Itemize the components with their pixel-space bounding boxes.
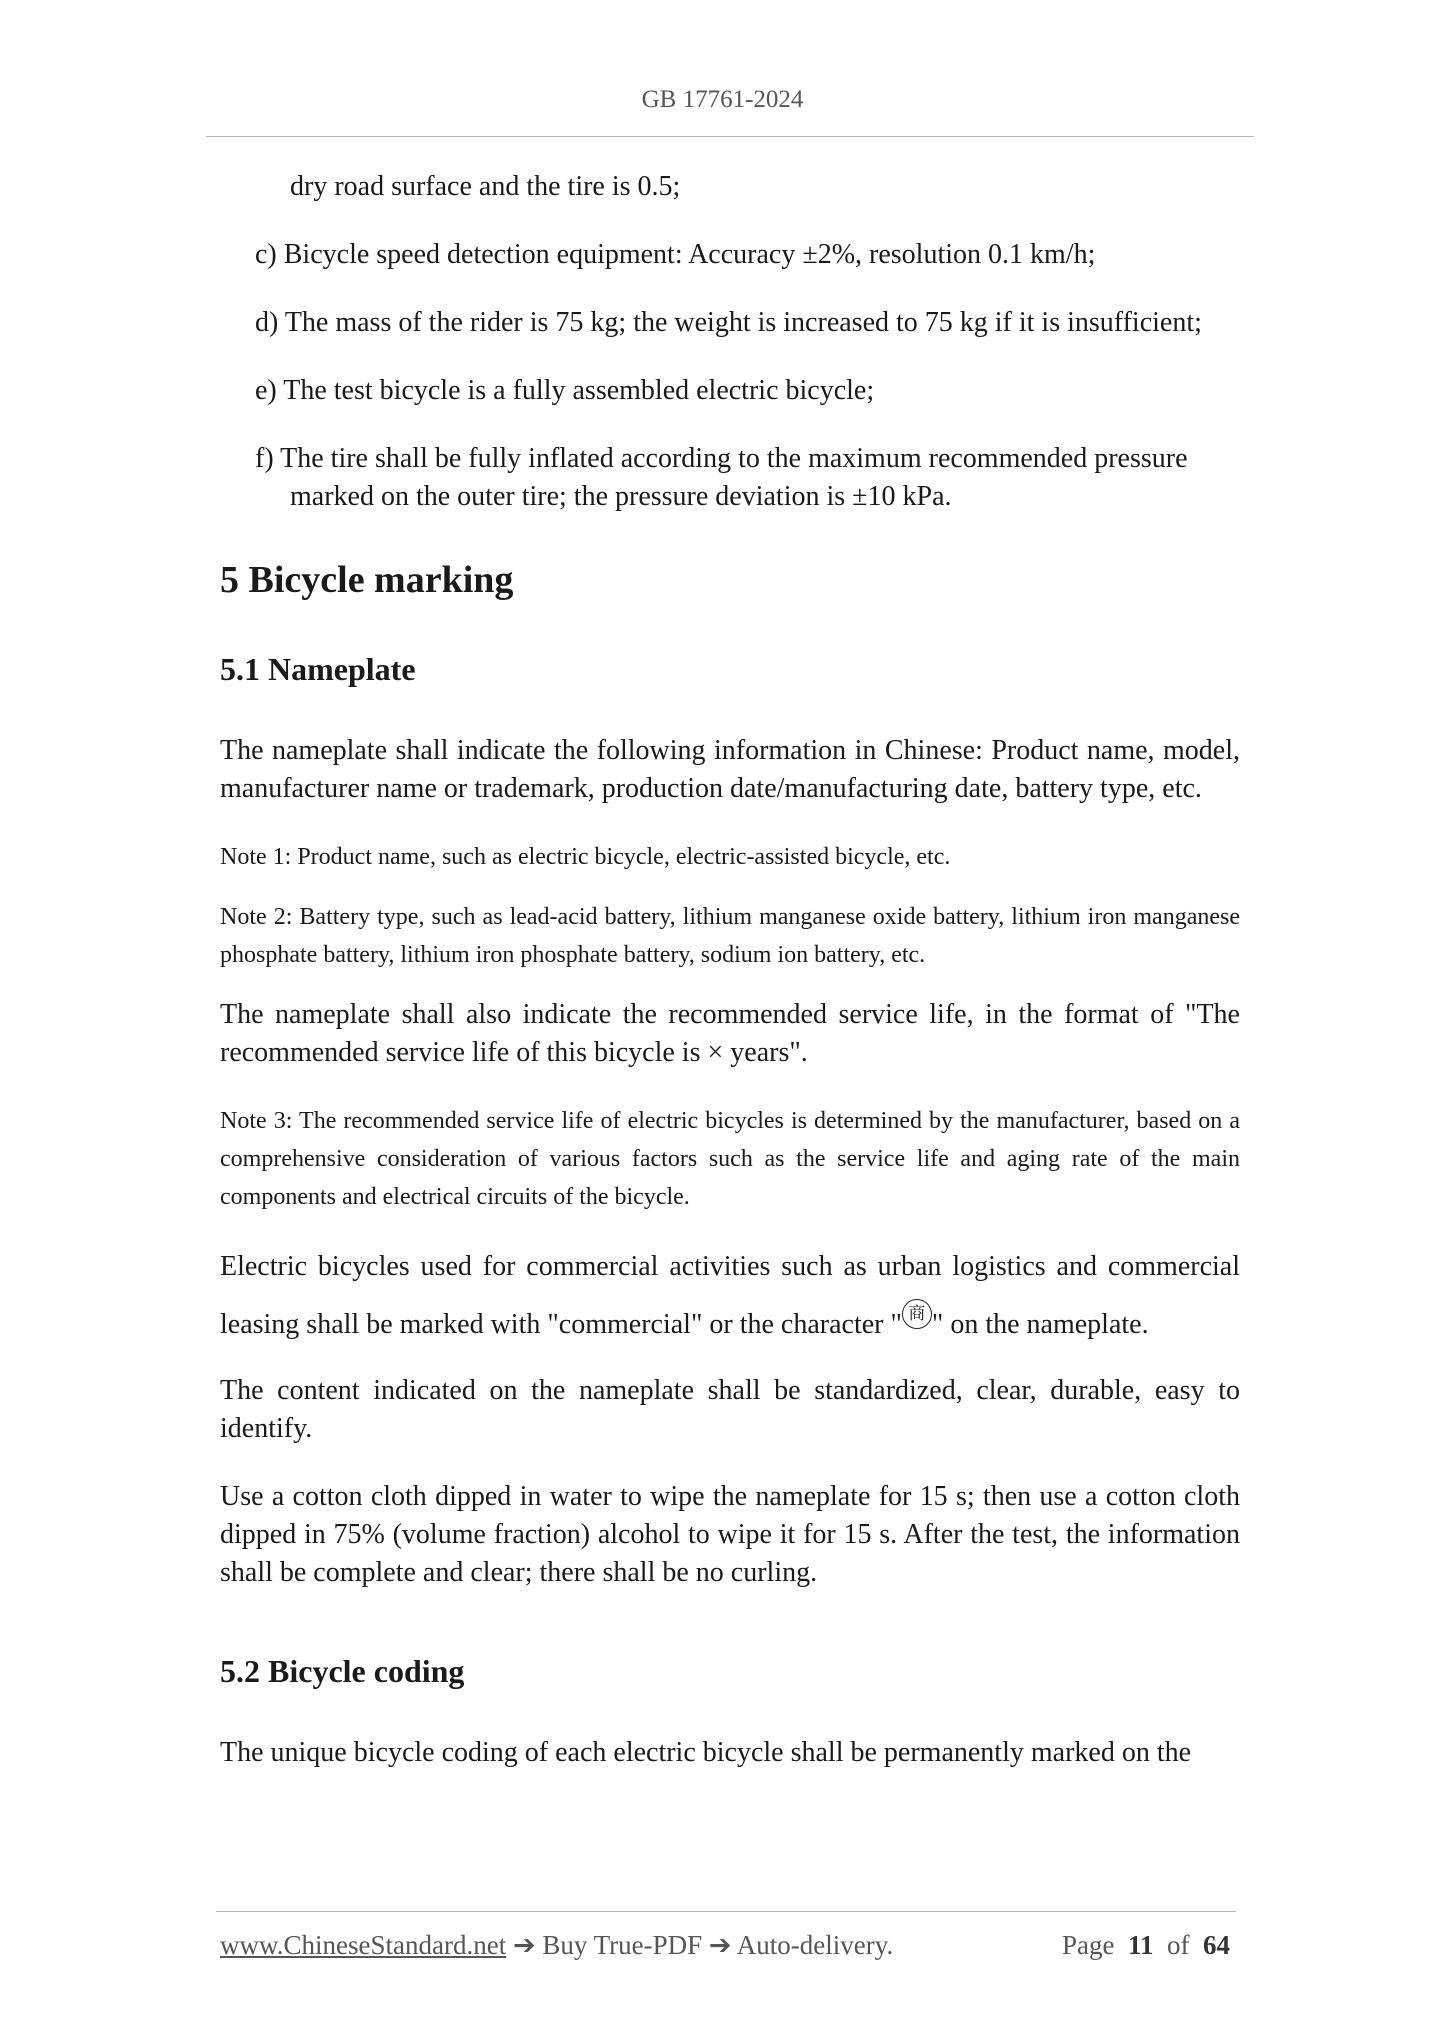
continuation-line: dry road surface and the tire is 0.5; [290,171,681,202]
nameplate-paragraph-5: Use a cotton cloth dipped in water to wipe the nameplate for 15 s; then use a cotton cloth dipped in 75% (volume fraction) alcohol to wipe it for 15 s. After the test, the information shall be complete and clear; there shall be no curling. [220,1481,1240,1588]
website-link[interactable]: www.ChineseStandard.net [220,1930,507,1960]
paragraph-3-text-after: " on the nameplate. [931,1309,1149,1340]
list-item-d: d) The mass of the rider is 75 kg; the weight is increased to 75 kg if it is insufficient; [255,307,1202,338]
section-5-1-heading: 5.1 Nameplate [220,651,416,687]
note-3: Note 3: The recommended service life of electric bicycles is determined by the manufacturer, based on a comprehensive consideration of various factors such as the service life and aging rate of the main components and electrical circuits of the bicycle. [220,1108,1240,1210]
auto-delivery-text: Auto-delivery. [736,1930,894,1960]
of-label: of [1167,1930,1190,1960]
page-label: Page [1062,1930,1115,1960]
page-total: 64 [1203,1930,1230,1960]
note-1: Note 1: Product name, such as electric bicycle, electric-assisted bicycle, etc. [220,844,951,870]
paragraph-3-text-before: Electric bicycles used for commercial activities such as urban logistics and commercial leasing shall be marked with "commercial" or the character " [220,1251,1240,1340]
nameplate-paragraph-3 [220,1238,1240,1354]
coding-paragraph-1: The unique bicycle coding of each electric bicycle shall be permanently marked on the [220,1737,1192,1768]
footer-left [220,1930,893,1961]
document-header-title: GB 17761-2024 [641,86,804,113]
section-5-2-heading: 5.2 Bicycle coding [220,1653,465,1689]
buy-true-pdf-text: Buy True-PDF [542,1930,703,1960]
section-5-heading: 5 Bicycle marking [220,559,514,601]
list-item-c: c) Bicycle speed detection equipment: Accuracy ±2%, resolution 0.1 km/h; [255,239,1096,270]
note-2: Note 2: Battery type, such as lead-acid battery, lithium manganese oxide battery, lithium iron manganese phosphate battery, lithium iron phosphate battery, sodium ion battery, etc. [220,904,1240,968]
list-item-e: e) The test bicycle is a fully assembled electric bicycle; [255,375,875,406]
list-item-f: f) The tire shall be fully inflated according to the maximum recommended pressure marked on the outer tire; the pressure deviation is ±10 kPa. [255,443,1188,512]
page-current: 11 [1127,1930,1154,1960]
page-indicator [1062,1930,1230,1961]
nameplate-paragraph-4: The content indicated on the nameplate shall be standardized, clear, durable, easy to identify. [220,1375,1240,1444]
circled-commercial-character-icon: 商 [902,1299,932,1329]
header-divider [206,136,1254,137]
nameplate-paragraph-2: The nameplate shall also indicate the recommended service life, in the format of "The recommended service life of this bicycle is × years". [220,999,1240,1068]
arrow-right-icon: ➔ [708,1930,732,1960]
nameplate-paragraph-1: The nameplate shall indicate the following information in Chinese: Product name, model, manufacturer name or trademark, production date/manufacturing date, battery type, etc. [220,735,1240,804]
arrow-right-icon: ➔ [512,1930,536,1960]
document-body [220,168,1240,1802]
footer-divider [216,1911,1236,1912]
